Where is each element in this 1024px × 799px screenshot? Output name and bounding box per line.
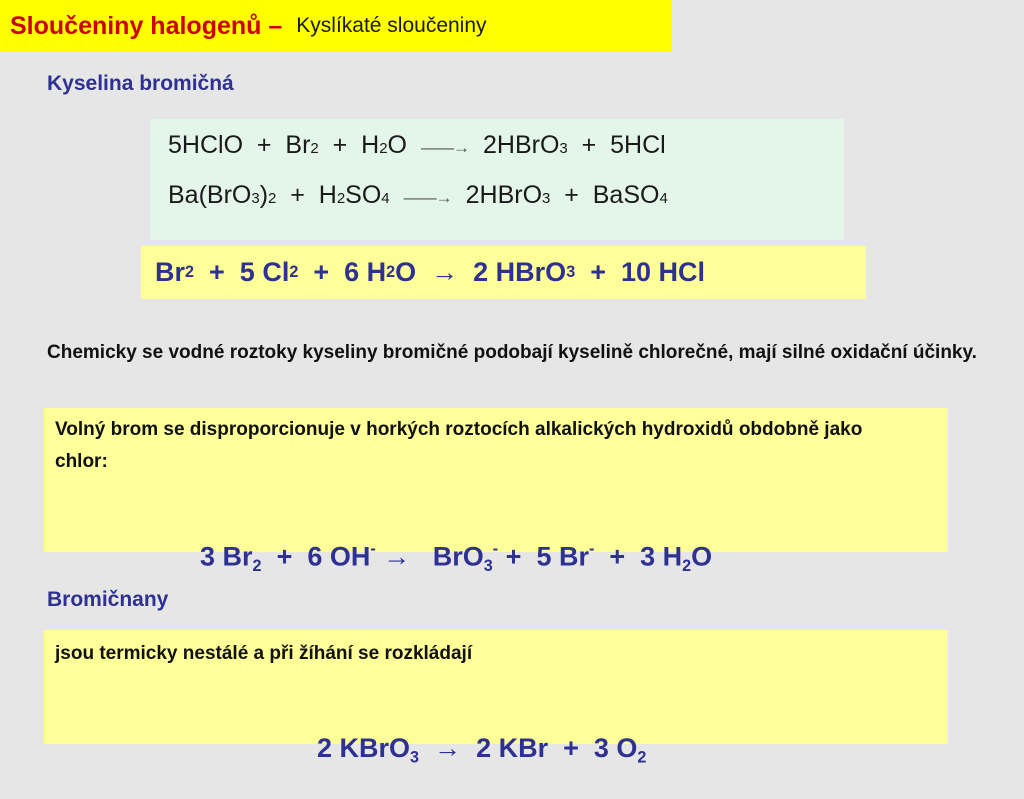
properties-paragraph: Chemicky se vodné roztoky kyseliny bromičné podobají kyselině chlorečné, mají silné oxidační účinky. (47, 342, 977, 363)
disproportionation-equation: 3 $Br_2 + 6$ OH- → BrO$_3$- + 5 Br- + 3 $H_2O$ (200, 540, 713, 575)
reaction-arrow: ——→ (403, 188, 452, 207)
reaction-arrow: ——→ (420, 138, 469, 157)
slide-title: Sloučeniny halogenů – (10, 11, 283, 40)
bromates-text: jsou termicky nestálé a při žíhání se rozkládají (55, 643, 473, 664)
preparation-equations-box (150, 119, 844, 240)
disproportionation-box (44, 408, 948, 575)
heading-bromates: Bromičnany (47, 588, 169, 611)
main-equation-box: Br 2 + 5 Cl 2 + 6 H 2 O → 2 HBrO 3 + 10 HCl (141, 246, 866, 299)
equation-ba-bromate: Ba(BrO 3 ) 2 + H 2 SO 4 ——→ 2HBrO 3 + BaSO 4 (168, 181, 668, 209)
title-bar (0, 0, 672, 52)
disproportionation-text: Volný brom se disproporcionuje v horkých roztocích alkalických hydroxidů obdobně jako chlor: (55, 419, 863, 472)
bromates-box (44, 630, 948, 767)
equation-hclo-br2: 5HClO + Br 2 + H 2 O ——→ 2HBrO 3 + 5HCl (168, 131, 666, 159)
kbro3-decomposition-equation: 2 KBrO$_3$ → 2 KBr + 3 $O_2$ (317, 733, 647, 767)
heading-bromic-acid: Kyselina bromičná (47, 72, 234, 95)
slide-subtitle: Kyslíkaté sloučeniny (296, 14, 487, 37)
